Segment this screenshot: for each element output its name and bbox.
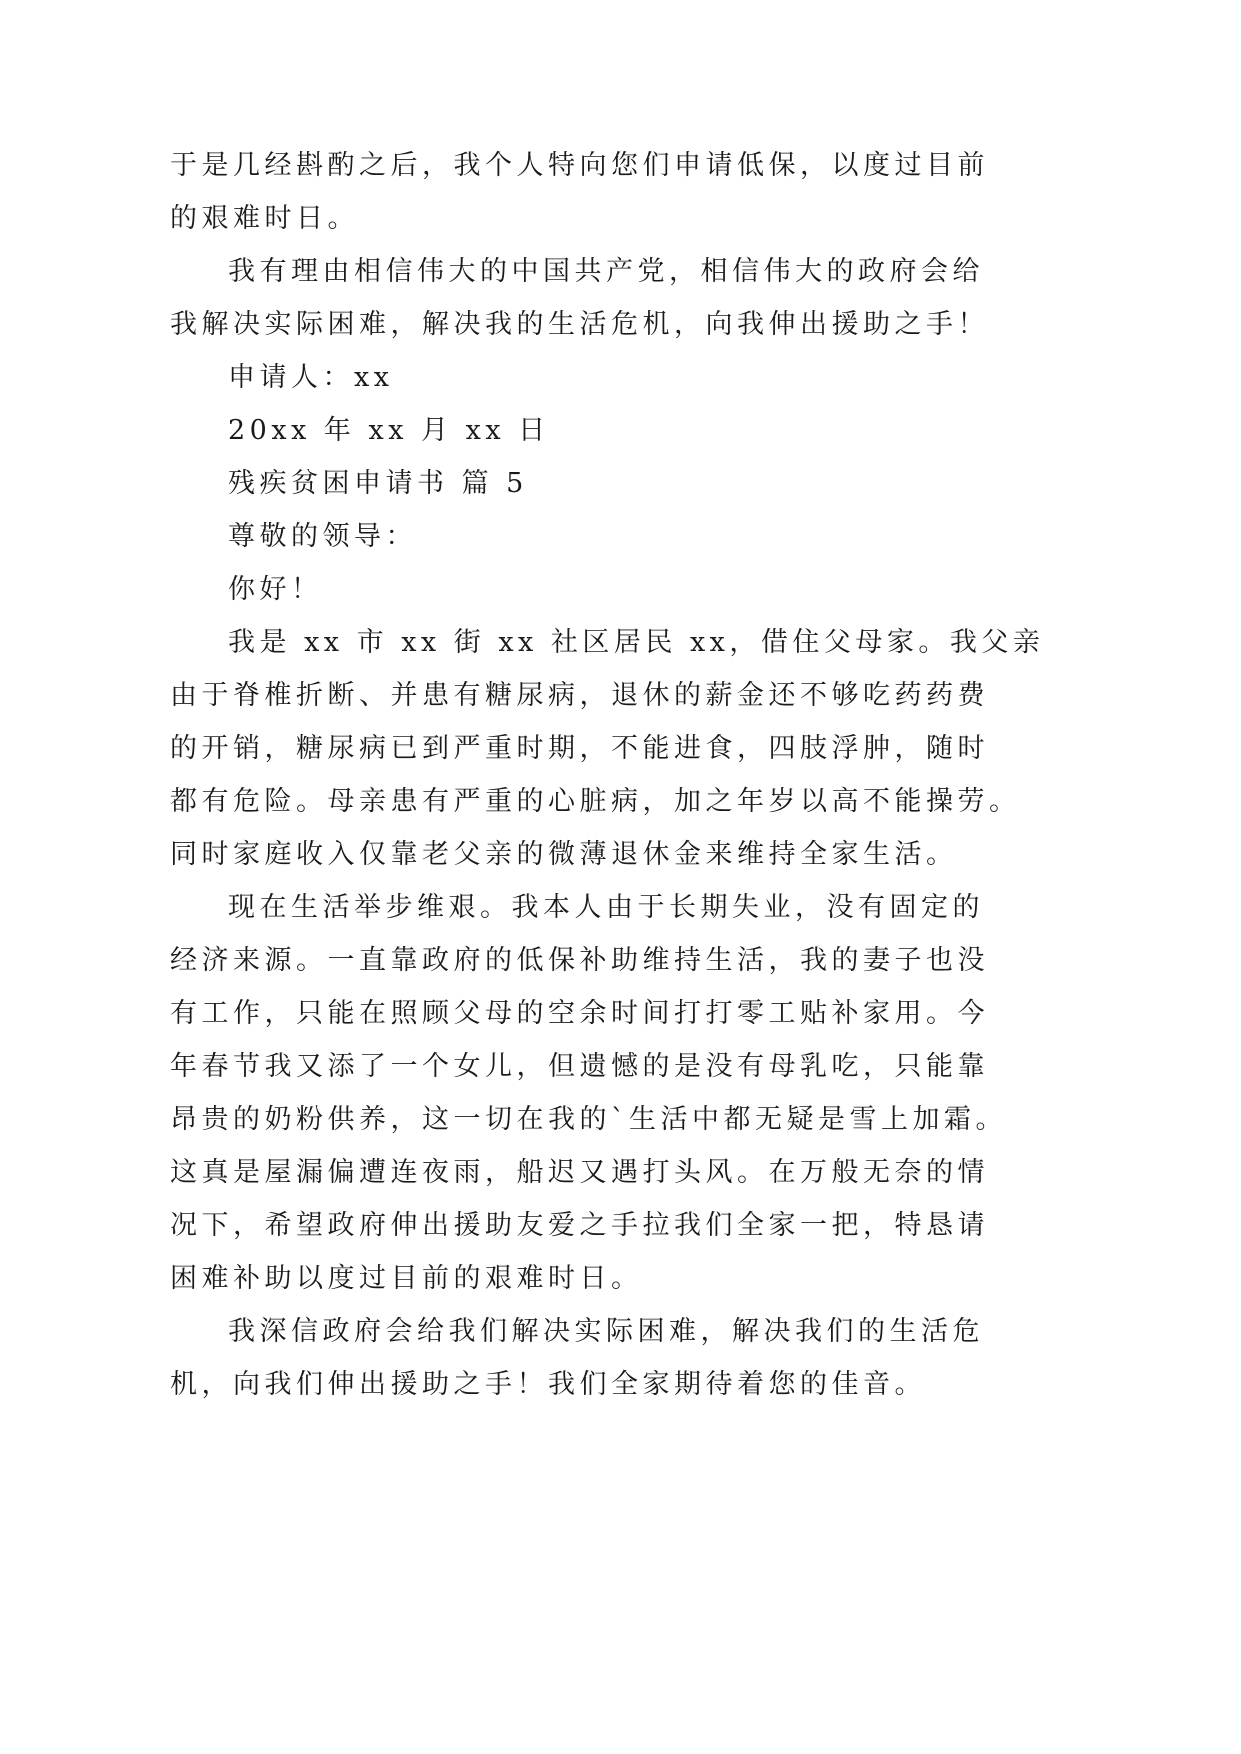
- section-title: 残疾贫困申请书 篇 5: [228, 468, 528, 499]
- text-line: 同时家庭收入仅靠老父亲的微薄退休金来维持全家生活。: [170, 839, 958, 870]
- text-line: 年春节我又添了一个女儿，但遗憾的是没有母乳吃，只能靠: [170, 1051, 989, 1082]
- text-line: 的开销，糖尿病已到严重时期，不能进食，四肢浮肿，随时: [170, 733, 989, 764]
- text-line: 我是 xx 市 xx 街 xx 社区居民 xx，借住父母家。我父亲: [228, 627, 1045, 658]
- text-line: 于是几经斟酌之后，我个人特向您们申请低保，以度过目前: [170, 150, 989, 181]
- text-line: 的艰难时日。: [170, 203, 359, 234]
- text-line: 困难补助以度过目前的艰难时日。: [170, 1263, 643, 1294]
- text-line: 机，向我们伸出援助之手！我们全家期待着您的佳音。: [170, 1369, 926, 1400]
- greeting: 你好！: [228, 574, 323, 605]
- text-line: 经济来源。一直靠政府的低保补助维持生活，我的妻子也没: [170, 945, 989, 976]
- text-line: 我深信政府会给我们解决实际困难，解决我们的生活危: [228, 1316, 984, 1347]
- text-line: 现在生活举步维艰。我本人由于长期失业，没有固定的: [228, 892, 984, 923]
- text-line: 我解决实际困难，解决我的生活危机，向我伸出援助之手！: [170, 309, 989, 340]
- text-line: 况下，希望政府伸出援助友爱之手拉我们全家一把，特恳请: [170, 1210, 989, 1241]
- signature-date: 20xx 年 xx 月 xx 日: [228, 415, 550, 446]
- text-line: 由于脊椎折断、并患有糖尿病，退休的薪金还不够吃药药费: [170, 680, 989, 711]
- text-line: 有工作，只能在照顾父母的空余时间打打零工贴补家用。今: [170, 998, 989, 1029]
- text-line: 昂贵的奶粉供养，这一切在我的`生活中都无疑是雪上加霜。: [170, 1104, 1007, 1135]
- text-line: 这真是屋漏偏遭连夜雨，船迟又遇打头风。在万般无奈的情: [170, 1157, 989, 1188]
- text-line: 都有危险。母亲患有严重的心脏病，加之年岁以高不能操劳。: [170, 786, 1021, 817]
- text-line: 我有理由相信伟大的中国共产党，相信伟大的政府会给: [228, 256, 984, 287]
- signature-applicant: 申请人：xx: [228, 362, 394, 393]
- salutation: 尊敬的领导：: [228, 521, 417, 552]
